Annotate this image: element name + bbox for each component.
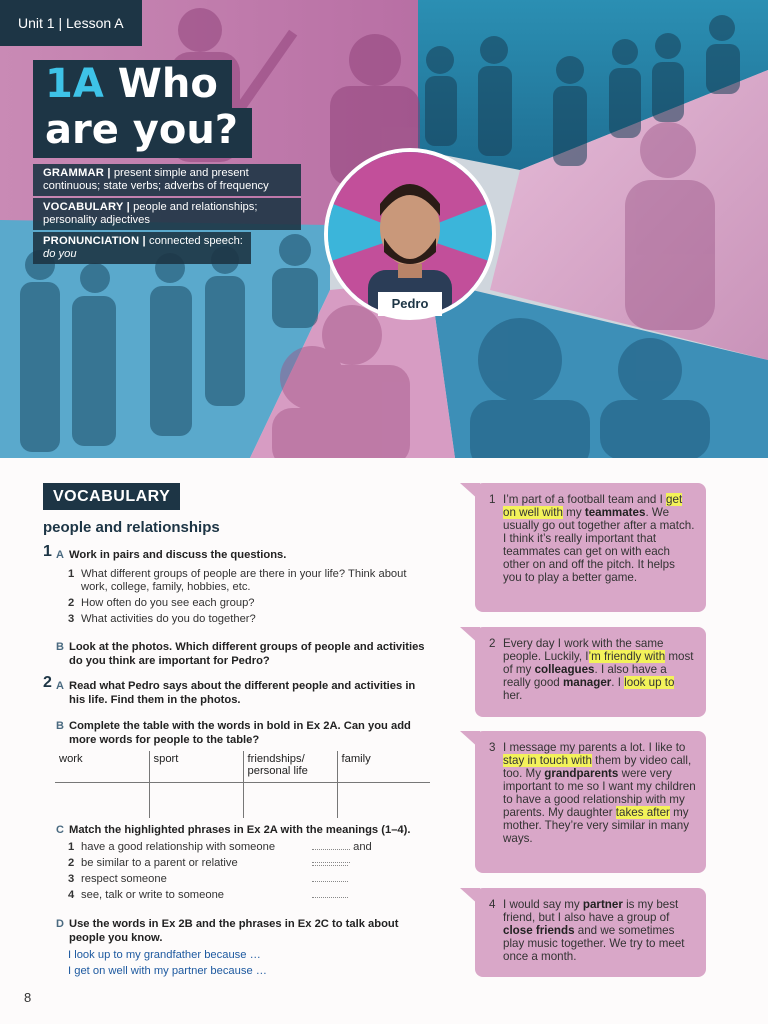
- title-text-line2: are you?: [45, 107, 239, 153]
- quote-number: 4: [489, 898, 496, 911]
- quote-3-parents: [475, 731, 706, 873]
- pronunciation-example: do you: [43, 248, 77, 260]
- exercise-2a-letter: A: [56, 680, 64, 692]
- vocabulary-subheading: people and relationships: [43, 519, 220, 536]
- bold-word: grandparents: [544, 767, 619, 780]
- table-cell-family[interactable]: [337, 782, 430, 818]
- quote-number: 1: [489, 493, 496, 506]
- quote-text: I would say my: [503, 898, 583, 911]
- quote-number: 3: [489, 741, 496, 754]
- answer-blank[interactable]: [312, 873, 348, 882]
- quote-text: most of my: [503, 650, 694, 676]
- lesson-topics: [33, 164, 301, 266]
- exercise-2b: [43, 719, 433, 747]
- pedro-name-label: Pedro: [378, 292, 442, 316]
- meaning-text: have a good relationship with someone: [81, 841, 276, 853]
- vocabulary-heading: VOCABULARY: [43, 483, 180, 510]
- quote-text: Every day I work with the same people. Luckily, I: [503, 637, 664, 663]
- bold-word: colleagues: [534, 663, 595, 676]
- exercise-1a-instruction: Work in pairs and discuss the questions.: [69, 549, 287, 561]
- quote-text: . I also have a really good: [503, 663, 667, 689]
- exercise-1a-question-1: [69, 568, 409, 594]
- lesson-number: 1A: [45, 61, 104, 107]
- quote-text: her.: [503, 689, 523, 702]
- quote-text: were very important to me so I want my children to have a good relationship with my parents. My daughter: [503, 767, 696, 819]
- question-text: What activities do you do together?: [81, 613, 256, 625]
- highlighted-phrase: ’m friendly with: [588, 650, 666, 663]
- quote-2-colleagues: [475, 627, 706, 717]
- exercise-2a-instruction: Read what Pedro says about the different people and activities in his life. Find them in the photos.: [69, 680, 416, 706]
- exercise-2-number: 2: [43, 674, 52, 691]
- table-header-sport: sport: [149, 751, 243, 782]
- exercise-1b: [43, 640, 433, 668]
- highlighted-phrase: stay in touch with: [503, 754, 592, 767]
- unit-label: Unit 1: [18, 15, 55, 31]
- highlighted-phrase: look up to: [624, 676, 675, 689]
- exercise-2d-instruction: Use the words in Ex 2B and the phrases in Ex 2C to talk about people you know.: [69, 918, 399, 944]
- quote-text: and we sometimes play music together. We try to meet once a month.: [503, 924, 685, 963]
- bold-word: partner: [582, 898, 623, 911]
- pronunciation-text: connected speech:: [149, 235, 243, 247]
- quote-text: my: [562, 506, 585, 519]
- quote-text: them by video call, too. My: [503, 754, 692, 780]
- quote-text: . I: [611, 676, 625, 689]
- exercise-2b-instruction: Complete the table with the words in bold in Ex 2A. Can you add more words for people to the table?: [69, 720, 411, 746]
- quote-text: I message my parents a lot. I like to: [503, 741, 686, 754]
- exercise-1a-question-3: [69, 613, 409, 626]
- pronunciation-topic: [33, 232, 251, 264]
- and-connector: and: [353, 841, 372, 853]
- vocabulary-topic: [33, 198, 301, 230]
- page-number: 8: [24, 990, 32, 1005]
- exercise-1b-letter: B: [56, 641, 64, 653]
- highlighted-phrase: takes after: [615, 806, 670, 819]
- grammar-key: GRAMMAR |: [43, 167, 111, 179]
- lesson-title-line1: [33, 60, 232, 114]
- question-text: How often do you see each group?: [81, 597, 255, 609]
- grammar-topic: [33, 164, 301, 196]
- table-cell-sport[interactable]: [149, 782, 243, 818]
- unit-lesson-tab: [0, 0, 142, 46]
- exercise-2d: [43, 917, 433, 945]
- table-answer-row: [55, 782, 430, 818]
- exercise-2d-letter: D: [56, 918, 64, 930]
- lesson-title-line2: [33, 108, 252, 158]
- meaning-number: 3: [68, 873, 75, 885]
- exercise-2b-letter: B: [56, 720, 64, 732]
- vocabulary-table: [55, 751, 430, 818]
- exercise-2c-letter: C: [56, 824, 64, 836]
- table-header-family: family: [337, 751, 430, 782]
- vocabulary-text: people and relationships; personality adjectives: [43, 201, 258, 226]
- exercise-2d-example-2: I get on well with my partner because …: [68, 965, 267, 977]
- bold-word: close friends: [503, 924, 575, 937]
- exercise-1b-instruction: Look at the photos. Which different groups of people and activities do you think are important for Pedro?: [69, 641, 425, 667]
- highlighted-phrase: get on well with: [503, 493, 683, 519]
- exercise-1a-question-2: [69, 597, 409, 610]
- meaning-text: see, talk or write to someone: [81, 889, 225, 901]
- meaning-number: 1: [68, 841, 75, 853]
- question-number: 1: [68, 568, 75, 580]
- quote-text: is my best friend, but I also have a group of: [503, 898, 679, 924]
- exercise-2c-meaning-4: [69, 889, 409, 902]
- quote-text: . We usually go out together after a match. I think it’s really important that teammates can get on with each other on and off the pitch. It helps you to play a better game.: [503, 506, 695, 584]
- quote-text: my mother. They’re very similar in many ways.: [503, 806, 689, 845]
- meaning-number: 4: [68, 889, 75, 901]
- bold-word: teammates: [584, 506, 646, 519]
- table-cell-work[interactable]: [55, 782, 149, 818]
- grammar-text: present simple and present continuous; state verbs; adverbs of frequency: [43, 167, 269, 192]
- meaning-text: be similar to a parent or relative: [81, 857, 238, 869]
- meaning-number: 2: [68, 857, 75, 869]
- exercise-1a-letter: A: [56, 549, 64, 561]
- table-header-work: work: [55, 751, 149, 782]
- answer-blank[interactable]: [312, 842, 350, 850]
- table-header-row: [55, 751, 430, 782]
- bold-word: manager: [562, 676, 612, 689]
- exercise-2c-meaning-2: [69, 857, 409, 870]
- table-cell-friendships[interactable]: [243, 782, 337, 818]
- quote-1-teammates: [475, 483, 706, 612]
- quote-text: I’m part of a football team and I: [503, 493, 667, 506]
- exercise-2c: [43, 823, 433, 837]
- lesson-label: Lesson A: [66, 15, 124, 31]
- meaning-text: respect someone: [81, 873, 167, 885]
- table-header-friendships: friendships/ personal life: [243, 751, 337, 782]
- question-number: 3: [68, 613, 75, 625]
- question-number: 2: [68, 597, 75, 609]
- exercise-1-number: 1: [43, 543, 52, 560]
- exercise-1a: [43, 543, 433, 562]
- quote-number: 2: [489, 637, 496, 650]
- answer-blank[interactable]: [312, 857, 348, 866]
- vocabulary-key: VOCABULARY |: [43, 201, 130, 213]
- answer-blank[interactable]: [312, 889, 348, 898]
- title-text-line1: Who: [117, 61, 218, 107]
- pronunciation-key: PRONUNCIATION |: [43, 235, 146, 247]
- unit-separator: |: [58, 15, 63, 31]
- exercise-2c-meaning-1: [69, 841, 409, 854]
- quote-4-partner: [475, 888, 706, 977]
- hero-photo-collage: [0, 0, 768, 458]
- exercise-2d-example-1: I look up to my grandfather because …: [68, 949, 261, 961]
- exercise-2c-meaning-3: [69, 873, 409, 886]
- question-text: What different groups of people are there in your life? Think about work, college, family, hobbies, etc.: [81, 568, 407, 593]
- exercise-2c-instruction: Match the highlighted phrases in Ex 2A with the meanings (1–4).: [69, 824, 411, 836]
- exercise-2a: [43, 674, 433, 707]
